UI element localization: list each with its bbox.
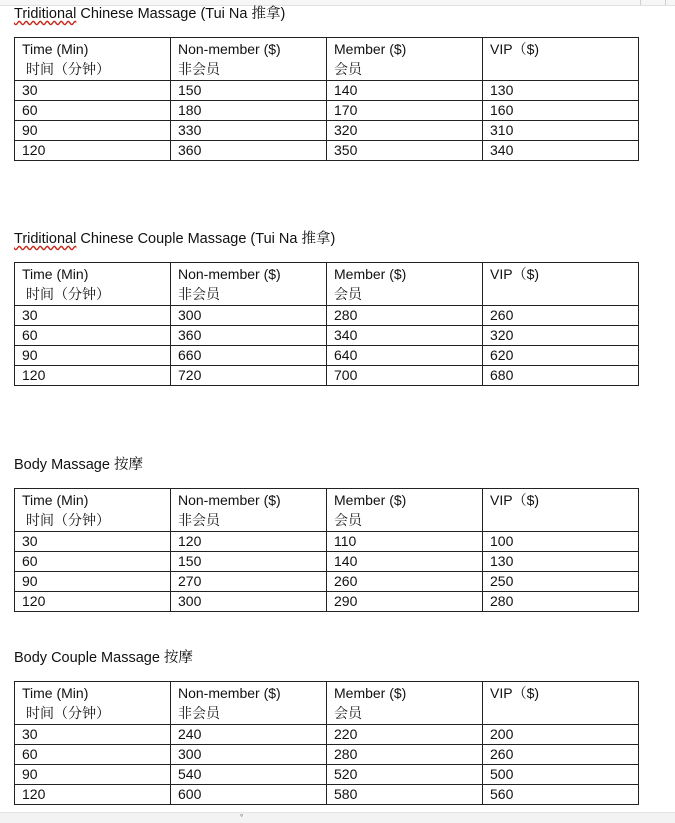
cell-vip: 200 [483, 725, 639, 745]
cell-nonmember: 330 [171, 121, 327, 141]
table-row [15, 346, 639, 366]
table-row [15, 326, 639, 346]
cell-time: 120 [15, 785, 171, 805]
header-member: Member ($) 会员 [327, 38, 483, 81]
cell-time: 90 [15, 765, 171, 785]
cell-vip: 340 [483, 141, 639, 161]
cell-vip: 260 [483, 745, 639, 765]
cell-nonmember: 270 [171, 572, 327, 592]
cell-member: 580 [327, 785, 483, 805]
table-row [15, 366, 639, 386]
cell-member: 340 [327, 326, 483, 346]
page-corner-marker [640, 0, 666, 5]
table-row [15, 765, 639, 785]
cell-member: 350 [327, 141, 483, 161]
header-time: Time (Min) 时间（分钟） [15, 489, 171, 532]
cell-member: 280 [327, 306, 483, 326]
cell-nonmember: 120 [171, 532, 327, 552]
header-row [15, 263, 639, 306]
cell-vip: 160 [483, 101, 639, 121]
section-title [14, 227, 638, 251]
cell-member: 640 [327, 346, 483, 366]
header-nonmember: Non-member ($) 非会员 [171, 682, 327, 725]
cell-time: 60 [15, 326, 171, 346]
table-row [15, 306, 639, 326]
cell-nonmember: 300 [171, 745, 327, 765]
header-nonmember: Non-member ($) 非会员 [171, 489, 327, 532]
section-body-couple-massage [14, 646, 638, 805]
cell-time: 30 [15, 725, 171, 745]
cell-vip: 500 [483, 765, 639, 785]
section-title-text: Body Massage 按摩 [14, 457, 143, 473]
header-vip: VIP（$) [483, 489, 639, 532]
table-row [15, 785, 639, 805]
cell-time: 120 [15, 141, 171, 161]
table-row [15, 745, 639, 765]
section-title [14, 453, 638, 477]
cell-vip: 320 [483, 326, 639, 346]
header-vip: VIP（$) [483, 682, 639, 725]
header-time: Time (Min) 时间（分钟） [15, 682, 171, 725]
cell-time: 120 [15, 366, 171, 386]
price-table [14, 262, 639, 386]
header-nonmember: Non-member ($) 非会员 [171, 38, 327, 81]
table-row [15, 81, 639, 101]
price-table [14, 37, 639, 161]
cell-nonmember: 660 [171, 346, 327, 366]
header-row [15, 489, 639, 532]
section-body-massage [14, 453, 638, 612]
cell-vip: 560 [483, 785, 639, 805]
section-title-text: Chinese Couple Massage (Tui Na 推拿) [76, 231, 336, 247]
price-table [14, 488, 639, 612]
cell-member: 170 [327, 101, 483, 121]
section-chinese-couple-massage [14, 227, 638, 386]
section-title [14, 646, 638, 670]
cell-time: 90 [15, 572, 171, 592]
header-vip: VIP（$) [483, 38, 639, 81]
anchor-mark: ° [240, 813, 244, 822]
cell-member: 320 [327, 121, 483, 141]
cell-member: 280 [327, 745, 483, 765]
cell-vip: 680 [483, 366, 639, 386]
cell-nonmember: 360 [171, 326, 327, 346]
cell-nonmember: 720 [171, 366, 327, 386]
table-row [15, 121, 639, 141]
header-row [15, 38, 639, 81]
cell-time: 30 [15, 306, 171, 326]
table-row [15, 725, 639, 745]
price-table [14, 681, 639, 805]
cell-member: 140 [327, 552, 483, 572]
header-nonmember: Non-member ($) 非会员 [171, 263, 327, 306]
cell-vip: 250 [483, 572, 639, 592]
misspelled-word: Triditional [14, 231, 77, 247]
cell-member: 110 [327, 532, 483, 552]
cell-vip: 130 [483, 81, 639, 101]
cell-member: 290 [327, 592, 483, 612]
cell-nonmember: 600 [171, 785, 327, 805]
cell-time: 60 [15, 101, 171, 121]
section-title-text: Body Couple Massage 按摩 [14, 650, 193, 666]
cell-vip: 620 [483, 346, 639, 366]
cell-vip: 260 [483, 306, 639, 326]
header-row [15, 682, 639, 725]
section-title [14, 2, 638, 26]
section-chinese-massage [14, 2, 638, 161]
table-row [15, 592, 639, 612]
cell-nonmember: 150 [171, 81, 327, 101]
cell-member: 140 [327, 81, 483, 101]
cell-time: 90 [15, 346, 171, 366]
cell-member: 220 [327, 725, 483, 745]
header-time: Time (Min) 时间（分钟） [15, 38, 171, 81]
cell-nonmember: 150 [171, 552, 327, 572]
cell-member: 700 [327, 366, 483, 386]
cell-member: 260 [327, 572, 483, 592]
header-vip: VIP（$) [483, 263, 639, 306]
cell-vip: 100 [483, 532, 639, 552]
cell-nonmember: 300 [171, 592, 327, 612]
header-member: Member ($) 会员 [327, 682, 483, 725]
cell-nonmember: 240 [171, 725, 327, 745]
cell-time: 120 [15, 592, 171, 612]
table-row [15, 572, 639, 592]
cell-time: 60 [15, 745, 171, 765]
cell-vip: 130 [483, 552, 639, 572]
misspelled-word: Triditional [14, 6, 77, 22]
cell-nonmember: 300 [171, 306, 327, 326]
cell-member: 520 [327, 765, 483, 785]
header-member: Member ($) 会员 [327, 489, 483, 532]
section-title-text: Chinese Massage (Tui Na 推拿) [76, 6, 286, 22]
cell-nonmember: 180 [171, 101, 327, 121]
cell-nonmember: 360 [171, 141, 327, 161]
cell-time: 30 [15, 81, 171, 101]
table-row [15, 552, 639, 572]
table-row [15, 141, 639, 161]
cell-time: 30 [15, 532, 171, 552]
cell-vip: 280 [483, 592, 639, 612]
cell-time: 60 [15, 552, 171, 572]
page-bottom-edge [0, 812, 675, 823]
cell-nonmember: 540 [171, 765, 327, 785]
cell-vip: 310 [483, 121, 639, 141]
cell-time: 90 [15, 121, 171, 141]
header-time: Time (Min) 时间（分钟） [15, 263, 171, 306]
table-row [15, 101, 639, 121]
header-member: Member ($) 会员 [327, 263, 483, 306]
table-row [15, 532, 639, 552]
